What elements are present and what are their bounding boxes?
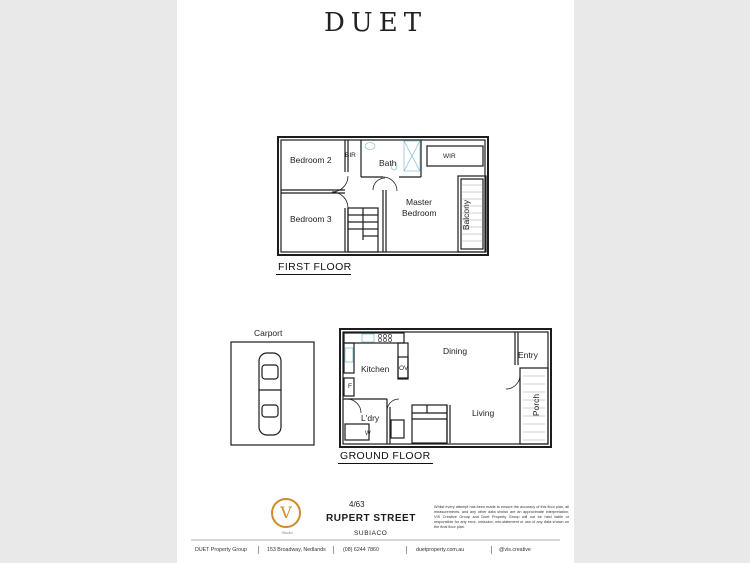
room-master-line2: Bedroom [402,208,437,218]
room-bath: Bath [379,158,397,168]
room-dining: Dining [443,346,468,356]
room-laundry: L'dry [361,413,380,423]
carport [231,342,314,445]
disclaimer-text: Whilst every attempt has been made to ensure the accuracy of this floor plan, all measurements, and any other data shown are an approximate interpretation. VIS Creative Group and Duet Property Group will not be held liable or responsible for any error, omission, mis-statement or use of any data shown on the final floor plan. [434,505,569,529]
footer-social[interactable]: @vis.creative [499,547,531,553]
footer-website[interactable]: duetproperty.com.au [416,547,465,553]
ground-floor-title: GROUND FLOOR [340,450,431,462]
brand-logo-text: DUET [323,8,428,38]
cooktop [378,334,391,341]
room-fridge: F [348,383,352,390]
room-living: Living [472,408,495,418]
room-washer: W [365,431,371,437]
logo-letter: V [280,503,292,522]
room-bedroom-2: Bedroom 2 [290,155,332,165]
room-entry: Entry [518,350,538,360]
room-bedroom-3: Bedroom 3 [290,214,332,224]
logo-subtext: Studio [281,530,293,535]
room-ov: OV [399,365,409,372]
floor-plan-sheet [177,0,574,563]
floor-plan-drawing [177,0,574,563]
first-floor-underline [276,274,351,275]
footer-address: 153 Broadway, Nedlands [267,547,326,553]
room-carport: Carport [254,328,283,338]
footer-divider [491,546,492,554]
room-balcony: Balcony [461,199,472,231]
vis-studio-logo [271,498,301,528]
suburb-name: SUBIACO [354,530,388,537]
unit-number: 4/63 [349,500,365,509]
room-kitchen: Kitchen [361,364,390,374]
room-wir: WIR [443,153,456,160]
footer-divider [333,546,334,554]
footer-company: DUET Property Group [195,547,248,553]
room-bir: BIR [345,152,356,159]
footer-phone: (08) 6244 7860 [343,547,379,553]
ground-floor-underline [338,463,433,464]
room-porch: Porch [531,393,542,417]
footer-divider [406,546,407,554]
footer-divider [258,546,259,554]
street-name: RUPERT STREET [326,513,416,524]
room-master-line1: Master [406,197,432,207]
kitchen-sink [345,334,374,362]
first-floor-title: FIRST FLOOR [278,261,352,273]
